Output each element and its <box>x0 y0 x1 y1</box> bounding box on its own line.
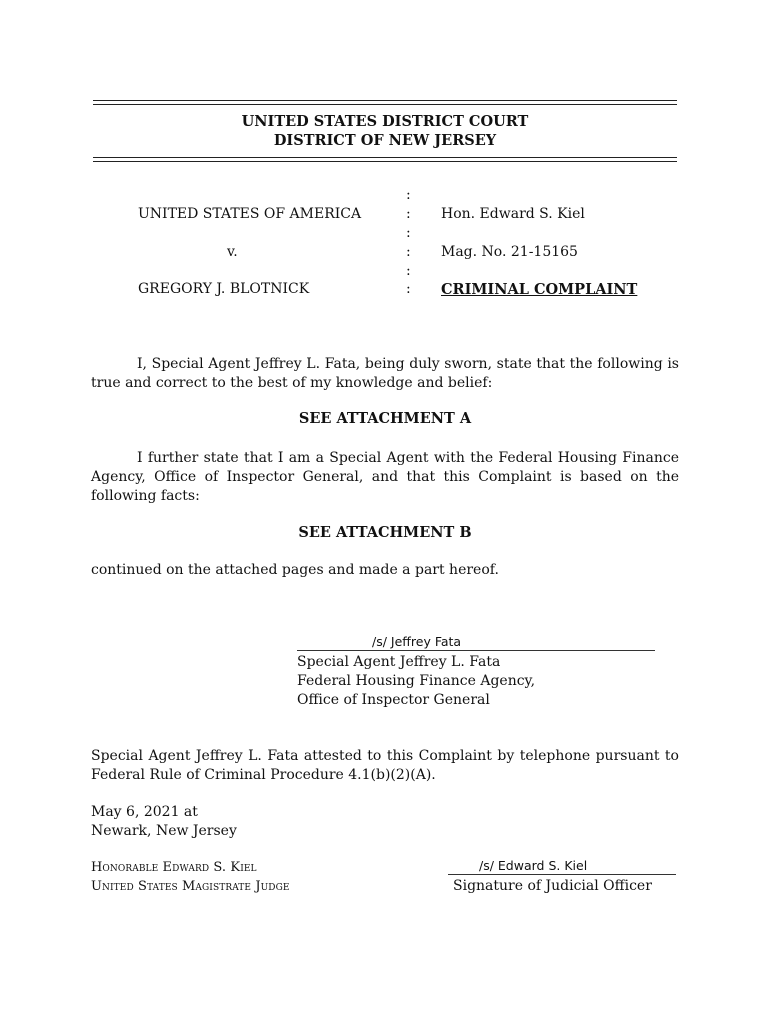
agent-agency: Federal Housing Finance Agency, <box>297 673 536 689</box>
defendant-name: GREGORY J. BLOTNICK <box>138 281 310 297</box>
judge-name: Hon. Edward S. Kiel <box>441 206 585 222</box>
agent-name: Special Agent Jeffrey L. Fata <box>297 654 501 670</box>
attachment-b-heading: SEE ATTACHMENT B <box>298 524 472 541</box>
signing-date: May 6, 2021 at <box>91 804 198 820</box>
attestation-text: Special Agent Jeffrey L. Fata attested to this Complaint by telephone pursuant to Federal Rule of Criminal Procedure 4.1(b)(2)(A). <box>91 748 679 783</box>
caption-colon: : <box>406 206 411 222</box>
header-bottom-rule <box>93 157 677 162</box>
district-name: DISTRICT OF NEW JERSEY <box>273 132 497 149</box>
agent-signature: /s/ Jeffrey Fata <box>372 634 462 649</box>
court-name: UNITED STATES DISTRICT COURT <box>241 113 529 130</box>
judge-signature-line <box>448 874 676 875</box>
sworn-statement: I, Special Agent Jeffrey L. Fata, being duly sworn, state that the following is true and correct to the best of my knowledge and belief: <box>91 356 679 391</box>
document-title: CRIMINAL COMPLAINT <box>441 281 638 298</box>
caption-colon: : <box>406 187 411 203</box>
magistrate-number: Mag. No. 21-15165 <box>441 244 578 260</box>
signing-place: Newark, New Jersey <box>91 823 237 839</box>
judicial-signature-label: Signature of Judicial Officer <box>453 878 652 894</box>
judge-signature: /s/ Edward S. Kiel <box>479 858 588 873</box>
agent-office: Office of Inspector General <box>297 692 490 708</box>
agent-signature-line <box>297 650 655 651</box>
judge-block-title: United States Magistrate Judge <box>91 879 290 894</box>
caption-colon: : <box>406 263 411 279</box>
continued-note: continued on the attached pages and made a part hereof. <box>91 562 499 578</box>
caption-colon: : <box>406 244 411 260</box>
versus-label: v. <box>227 244 238 260</box>
attachment-a-heading: SEE ATTACHMENT A <box>298 410 472 427</box>
agent-statement: I further state that I am a Special Agent with the Federal Housing Finance Agency, Office of Inspector General, and that this Complaint is based on the following facts: <box>91 450 679 504</box>
caption-colon: : <box>406 225 411 241</box>
judge-block-name: Honorable Edward S. Kiel <box>91 860 257 875</box>
caption-colon: : <box>406 281 411 297</box>
plaintiff-name: UNITED STATES OF AMERICA <box>138 206 362 222</box>
header-top-rule <box>93 100 677 105</box>
